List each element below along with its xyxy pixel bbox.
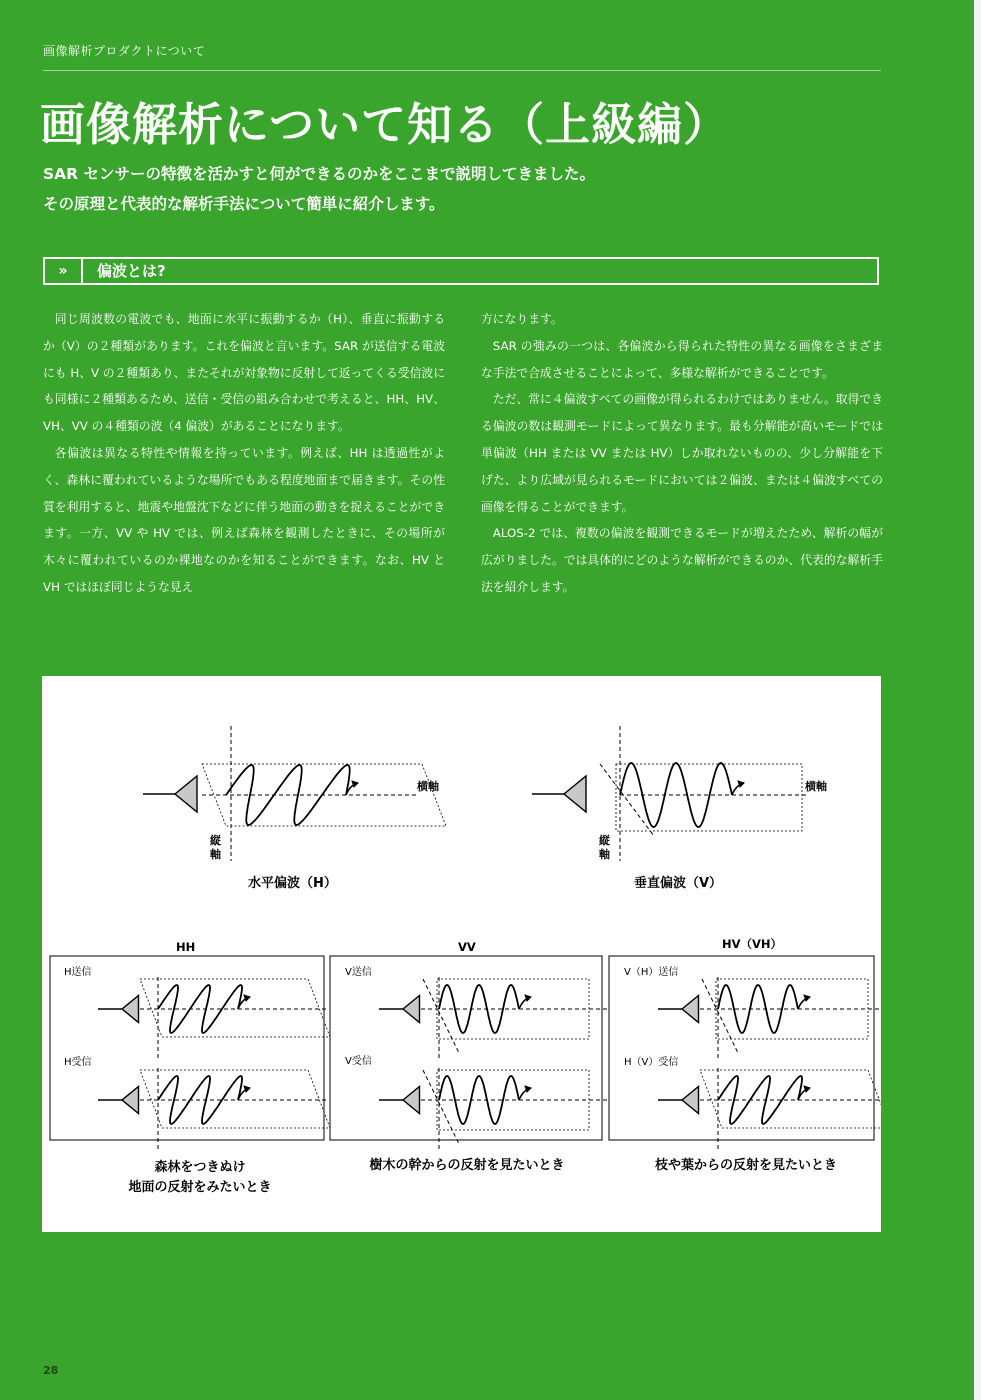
polarization-diagram xyxy=(42,676,881,1232)
receive-label: H受信 xyxy=(64,1057,92,1068)
panel-frame-hh xyxy=(50,956,324,1140)
antenna-icon xyxy=(403,1087,420,1114)
panel-heading-vv: VV xyxy=(458,940,476,954)
section-title: 偏波とは? xyxy=(97,262,166,280)
transmit-label: V（H）送信 xyxy=(624,967,679,978)
use-case-caption: 枝や葉からの反射を見たいとき xyxy=(654,1158,837,1173)
vertical-axis-label: 縦軸 xyxy=(599,834,610,861)
antenna-icon xyxy=(682,996,699,1023)
lead-paragraph xyxy=(43,159,595,219)
antenna-icon xyxy=(564,776,586,812)
caption-horizontal-polarization: 水平偏波（H） xyxy=(248,876,337,891)
use-case-caption xyxy=(80,1158,320,1198)
use-case-caption: 樹木の幹からの反射を見たいとき xyxy=(369,1158,565,1173)
body-paragraph: ALOS-2 では、複数の偏波を観測できるモードが増えたため、解析の幅が広がりました。では具体的にどのような解析ができるのか、代表的な解析手法を紹介します。 xyxy=(481,526,883,594)
section-marker-icon: » xyxy=(45,259,83,283)
body-column-left xyxy=(43,306,445,601)
running-head: 画像解析プロダクトについて xyxy=(43,44,206,58)
antenna-icon xyxy=(682,1087,699,1114)
receive-label: H（V）受信 xyxy=(624,1057,679,1068)
antenna-icon xyxy=(122,1087,139,1114)
body-paragraph: 同じ周波数の電波でも、地面に水平に振動するか（H）、垂直に振動するか（V）の２種類があります。これを偏波と言います。SAR が送信する電波にも H、V の２種類あり、またそれが対象物に反射して返ってくる受信波にも同様に２種類あるため、送信・受信の組み合わせで考えると、HH、HV、VH、VV の４種類の波（4 偏波）があることになります。 xyxy=(43,312,445,434)
antenna-icon xyxy=(122,996,139,1023)
transmit-label: V送信 xyxy=(345,967,372,978)
panel-heading-hh: HH xyxy=(176,940,196,954)
panel-heading-hv: HV（VH） xyxy=(722,937,783,951)
diagonal-axis-line xyxy=(423,1070,459,1144)
lead-line-2: その原理と代表的な解析手法について簡単に紹介します。 xyxy=(43,195,445,213)
transmit-label: H送信 xyxy=(64,967,92,978)
wave-plane-box xyxy=(140,979,330,1037)
use-case-line: 森林をつきぬけ xyxy=(154,1160,246,1175)
body-paragraph: 方になります。 xyxy=(481,312,563,326)
diagonal-axis-line xyxy=(702,979,738,1053)
body-paragraph: 各偏波は異なる特性や情報を持っています。例えば、HH は透過性がよく、森林に覆われているような場所でもある程度地面まで届きます。その性質を利用すると、地震や地盤沈下などに伴う地面の動きを捉えることができます。一方、VV や HV では、例えば森林を観測したときに、その場所が木々に覆われているのか裸地なのかを知ることができます。なお、HV と VH ではほぼ同じような見え xyxy=(43,445,445,594)
use-case-line: 地面の反射をみたいとき xyxy=(128,1180,272,1195)
antenna-icon xyxy=(403,996,420,1023)
caption-vertical-polarization: 垂直偏波（V） xyxy=(634,876,723,891)
vertical-axis-label: 縦軸 xyxy=(210,834,221,861)
receive-label: V受信 xyxy=(345,1056,372,1067)
antenna-icon xyxy=(175,776,197,812)
horizontal-axis-label: 横軸 xyxy=(417,780,439,793)
body-column-right xyxy=(481,306,883,601)
wave-plane-box xyxy=(700,1070,881,1128)
section-heading xyxy=(43,257,879,285)
lead-line-1: SAR センサーの特徴を活かすと何ができるのかをここまで説明してきました。 xyxy=(43,165,595,183)
body-paragraph: SAR の強みの一つは、各偏波から得られた特性の異なる画像をさまざまな手法で合成させることによって、多様な解析ができることです。 xyxy=(481,338,883,380)
diagonal-axis-line xyxy=(423,979,459,1053)
header-rule xyxy=(43,70,881,71)
diagonal-axis-line xyxy=(600,764,654,836)
page-edge xyxy=(974,0,981,1400)
wave-plane-box xyxy=(140,1070,330,1128)
horizontal-axis-label: 横軸 xyxy=(805,780,827,793)
page-title: 画像解析について知る（上級編） xyxy=(40,98,730,151)
page-number: 28 xyxy=(43,1364,59,1377)
polarization-figure xyxy=(42,676,881,1232)
panel-frame-vv xyxy=(330,956,602,1140)
body-paragraph: ただ、常に４偏波すべての画像が得られるわけではありません。取得できる偏波の数は観測モードによって異なります。最も分解能が高いモードでは単偏波（HH または VV または HV）しか取れないものの、少し分解能を下げた、より広域が見られるモードにおいては２偏波、または４偏波すべての画像を得ることができます。 xyxy=(481,392,883,514)
